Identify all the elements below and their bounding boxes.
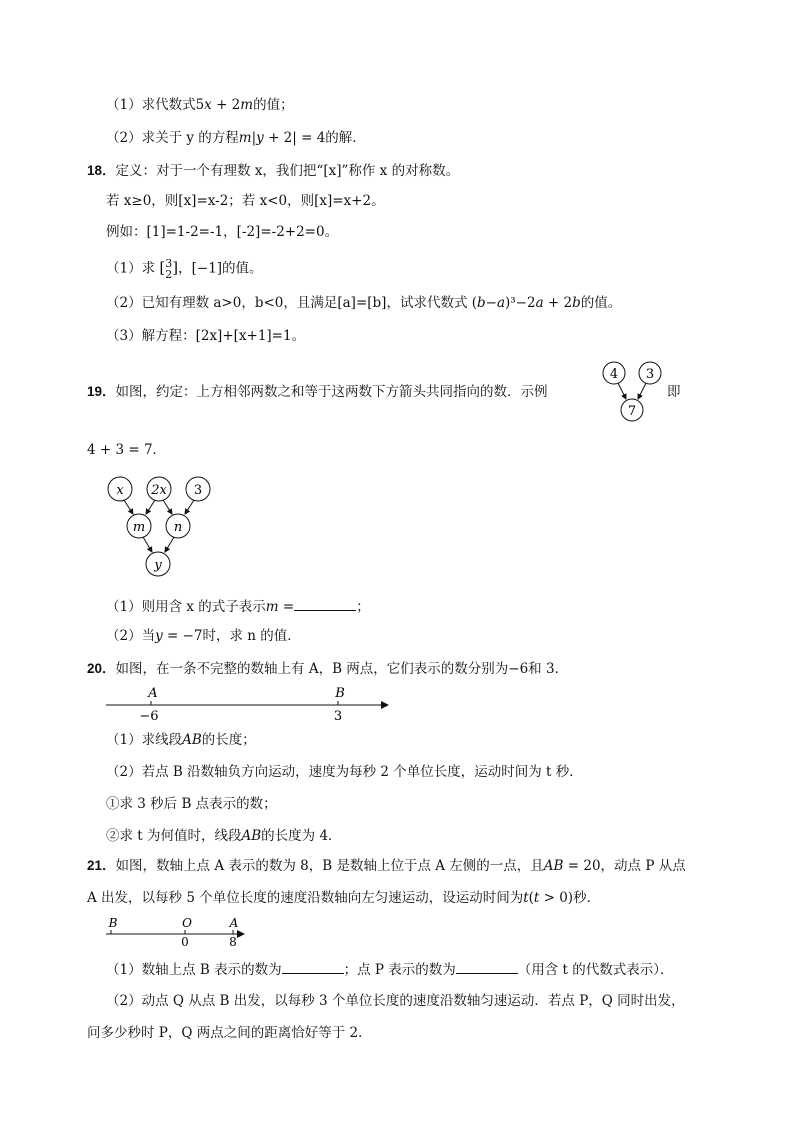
q19-part1-suffix: ；	[356, 599, 370, 615]
answer-blank	[294, 597, 356, 611]
q18-rule: 若 x≥0，则[x]=x-2；若 x<0，则[x]=x+2。	[106, 193, 385, 209]
q19-part1-prefix: （1）则用含 x 的式子表示𝑚 =	[106, 599, 295, 615]
tree-label: 2x	[151, 483, 167, 498]
q19-ji: 即	[667, 384, 681, 400]
answer-blank	[282, 960, 344, 974]
q20-sub2: ②求 t 为何值时，线段𝐴𝐵的长度为 4．	[106, 828, 342, 844]
q18-part2: （2）已知有理数 a>0，b<0，且满足[a]=[b]，试求代数式 (𝑏−𝑎)³−2𝑎 + 2𝑏的值。	[106, 295, 622, 311]
arrow	[146, 500, 155, 514]
q21-text-2: A 出发，以每秒 5 个单位长度的速度沿数轴向左匀速运动，设运动时间为𝑡(𝑡 > 0)秒．	[87, 890, 601, 906]
question-number: 21．	[87, 858, 116, 873]
q21-part2-line2: 问多少秒时 P，Q 两点之间的距离恰好等于 2．	[87, 1025, 372, 1041]
q21-part1	[106, 960, 674, 979]
point-label-a: A	[229, 916, 239, 930]
example-label: 3	[645, 367, 655, 382]
fraction-denominator: 2	[165, 268, 173, 281]
arrow	[143, 537, 152, 552]
arrow	[185, 500, 194, 514]
tick-value: 8	[229, 935, 237, 949]
q20-text: 如图，在一条不完整的数轴上有 A，B 两点，它们表示的数分别为−6和 3．	[115, 661, 569, 677]
question-number: 20．	[87, 661, 116, 676]
q21-part2-line1: （2）动点 Q 从点 B 出发，以每秒 3 个单位长度的速度沿数轴匀速运动．若点 P，Q 同时出发，	[106, 993, 685, 1009]
example-label: 7	[627, 404, 637, 419]
example-label: 4	[609, 367, 619, 382]
q21-title-line	[87, 857, 686, 875]
q18-part1-suffix: ，[−1]的值。	[178, 260, 263, 277]
q18-title-line	[87, 162, 459, 180]
tree-label: m	[132, 520, 146, 535]
q18-example: 例如：[1]=1-2=-1，[-2]=-2+2=0。	[106, 224, 339, 240]
q18-part3: （3）解方程：[2x]+[x+1]=1。	[106, 328, 306, 344]
point-label-o: O	[182, 916, 192, 930]
example-diagram	[596, 358, 668, 426]
fraction-numerator: 3	[165, 257, 173, 270]
q20-part1: （1）求线段𝐴𝐵的长度；	[106, 732, 256, 748]
q18-definition: 定义：对于一个有理数 x，我们把“[x]”称作 x 的对称数。	[115, 163, 460, 179]
q17-part2: （2）求关于 y 的方程𝑚|𝑦 + 2| = 4的解．	[106, 130, 366, 146]
q19-part2: （2）当𝑦 = −7时，求 n 的值．	[106, 628, 301, 644]
arrow	[163, 500, 172, 514]
q18-part1-prefix: （1）求	[106, 260, 156, 277]
tree-label: y	[154, 558, 162, 573]
q18-part1: （1）求 [ 3 2 ]，[−1]的值。	[106, 257, 263, 281]
tree-label: x	[116, 483, 124, 498]
q21-text-1: 如图，数轴上点 A 表示的数为 8，B 是数轴上位于点 A 左侧的一点，且𝐴𝐵 = 20，动点 P 从点	[115, 858, 686, 874]
q20-title-line	[87, 660, 568, 678]
point-label-b: B	[335, 686, 345, 701]
arrow	[638, 383, 646, 399]
tree-label: 3	[193, 483, 203, 498]
tree-diagram	[100, 472, 220, 582]
arrow	[165, 537, 174, 552]
question-number: 19．	[87, 384, 116, 399]
answer-blank	[456, 960, 518, 974]
q19-title-line	[87, 383, 548, 401]
tick-value: 0	[181, 935, 189, 949]
q21-part1-a: （1）数轴上点 B 表示的数为	[106, 962, 282, 978]
tree-label: n	[173, 520, 183, 535]
point-label-a: A	[148, 686, 158, 701]
q19-part1	[106, 597, 370, 616]
tick-value: −6	[139, 709, 159, 724]
q21-part1-b: ；点 P 表示的数为	[343, 962, 456, 978]
q19-text: 如图，约定：上方相邻两数之和等于这两数下方箭头共同指向的数．示例	[115, 384, 548, 400]
q20-sub1: ①求 3 秒后 B 点表示的数；	[106, 796, 277, 812]
q19-equation: 4 + 3 = 7．	[87, 442, 167, 458]
number-line-q21	[100, 914, 256, 950]
q20-part2: （2）若点 B 沿数轴负方向运动，速度为每秒 2 个单位长度，运动时间为 t 秒．	[106, 764, 583, 780]
tick-value: 3	[333, 709, 343, 724]
q17-part1: （1）求代数式5𝑥 + 2𝑚的值；	[106, 97, 294, 113]
arrow	[124, 500, 133, 514]
q21-part1-c: （用含 t 的代数式表示）．	[517, 962, 674, 978]
point-label-b: B	[108, 916, 118, 930]
question-number: 18．	[87, 163, 116, 178]
number-line-q20	[100, 684, 400, 728]
arrow	[618, 383, 626, 399]
